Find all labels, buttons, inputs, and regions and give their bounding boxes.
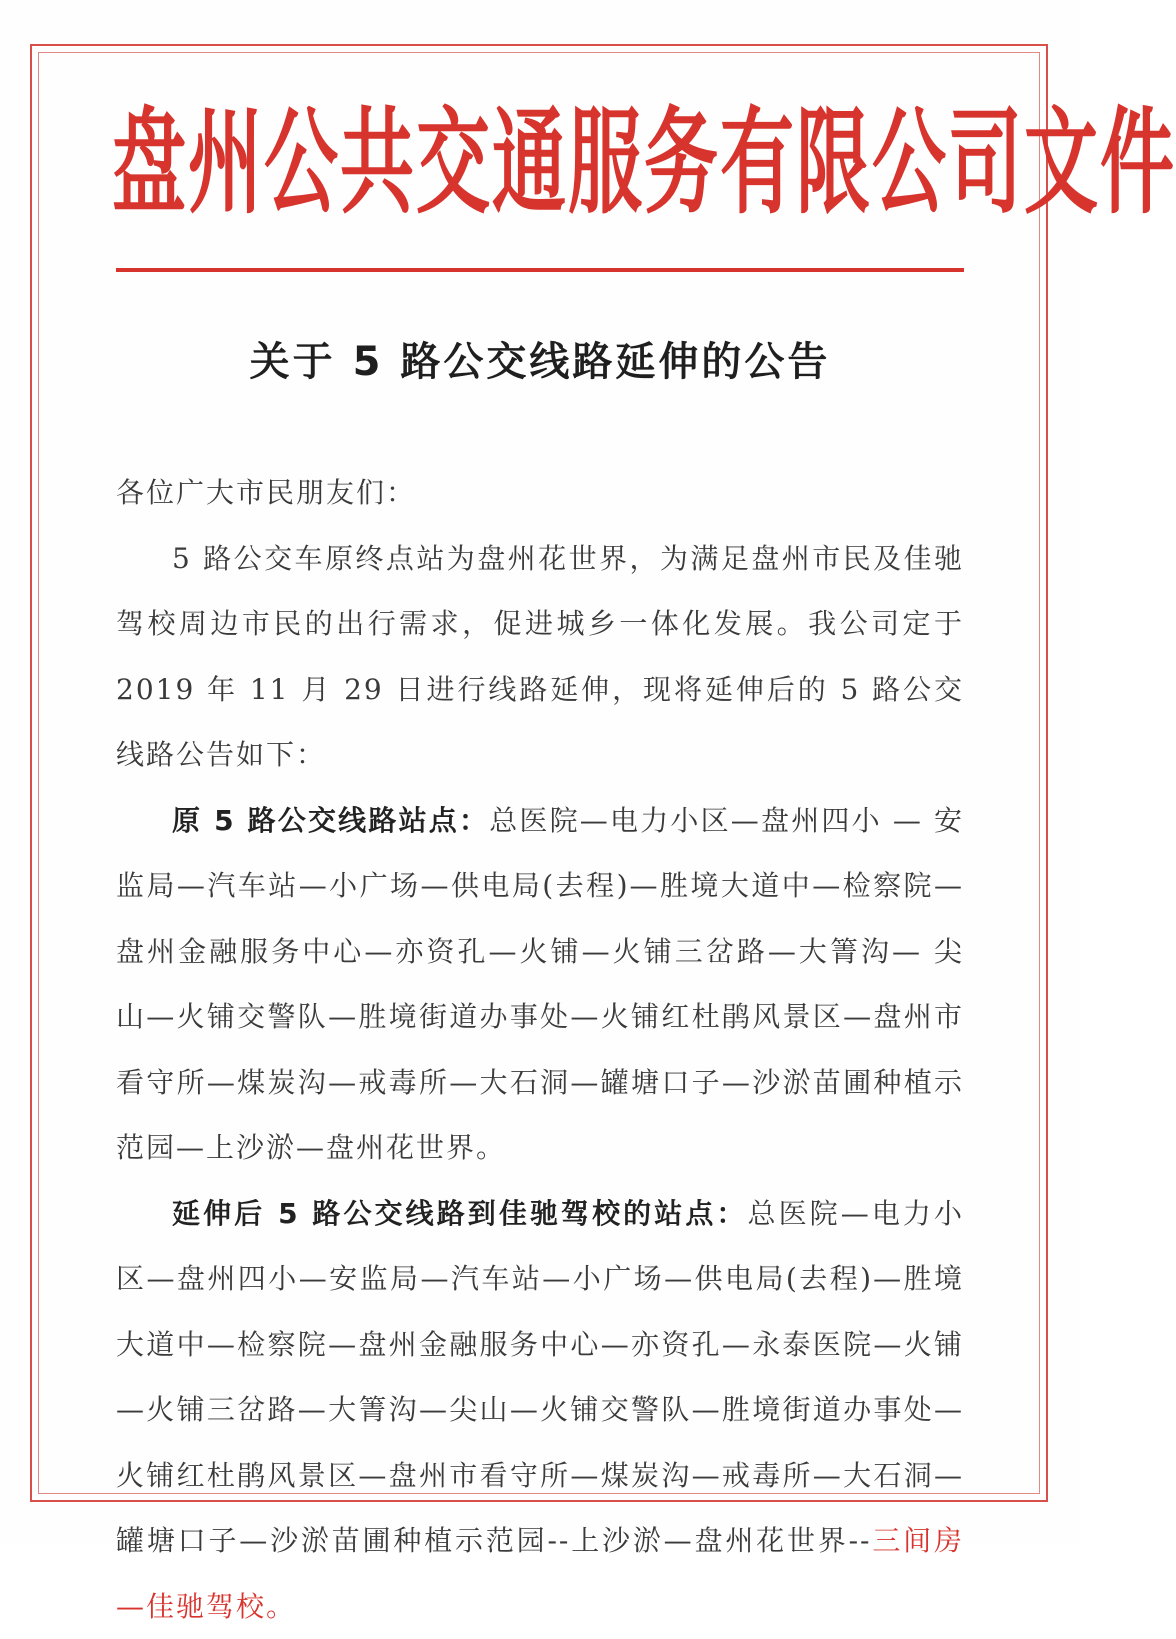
original-route-label: 原 5 路公交线路站点： bbox=[172, 804, 489, 837]
extended-route-label: 延伸后 5 路公交线路到佳驰驾校的站点： bbox=[172, 1197, 748, 1230]
extended-route-stops: 总医院—电力小区—盘州四小—安监局—汽车站—小广场—供电局(去程)—胜境大道中—检察院—盘州金融服务中心—亦资孔—永泰医院—火铺—火铺三岔路—大箐沟—尖山—火铺交警队—胜境街道办事处—火铺红杜鹃风景区—盘州市看守所—煤炭沟—戒毒所—大石洞—罐塘口子—沙淤苗圃种植示范园--上沙淤—盘州花世界-- bbox=[116, 1197, 964, 1558]
header-divider bbox=[116, 268, 964, 272]
notice-title: 关于 5 路公交线路延伸的公告 bbox=[116, 330, 964, 387]
notice-body bbox=[116, 460, 964, 1639]
organization-header: 盘州公共交通服务有限公司文件 bbox=[112, 31, 982, 295]
original-route-stops: 总医院—电力小区—盘州四小 — 安监局—汽车站—小广场—供电局(去程)—胜境大道中—检察院—盘州金融服务中心—亦资孔—火铺—火铺三岔路—大箐沟— 尖山—火铺交警队—胜境街道办事处—火铺红杜鹃风景区—盘州市看守所—煤炭沟—戒毒所—大石洞—罐塘口子—沙淤苗圃种植示范园—上沙淤—盘州花世界。 bbox=[116, 804, 964, 1165]
salutation: 各位广大市民朋友们： bbox=[116, 460, 964, 526]
original-route-paragraph bbox=[116, 788, 964, 1181]
intro-paragraph: 5 路公交车原终点站为盘州花世界，为满足盘州市民及佳驰驾校周边市民的出行需求，促进城乡一体化发展。我公司定于 2019 年 11 月 29 日进行线路延伸，现将延伸后的 5 路公交线路公告如下： bbox=[116, 526, 964, 788]
extended-route-paragraph bbox=[116, 1181, 964, 1639]
extended-route-new-stops: 三间房—佳驰驾校。 bbox=[116, 1524, 964, 1623]
